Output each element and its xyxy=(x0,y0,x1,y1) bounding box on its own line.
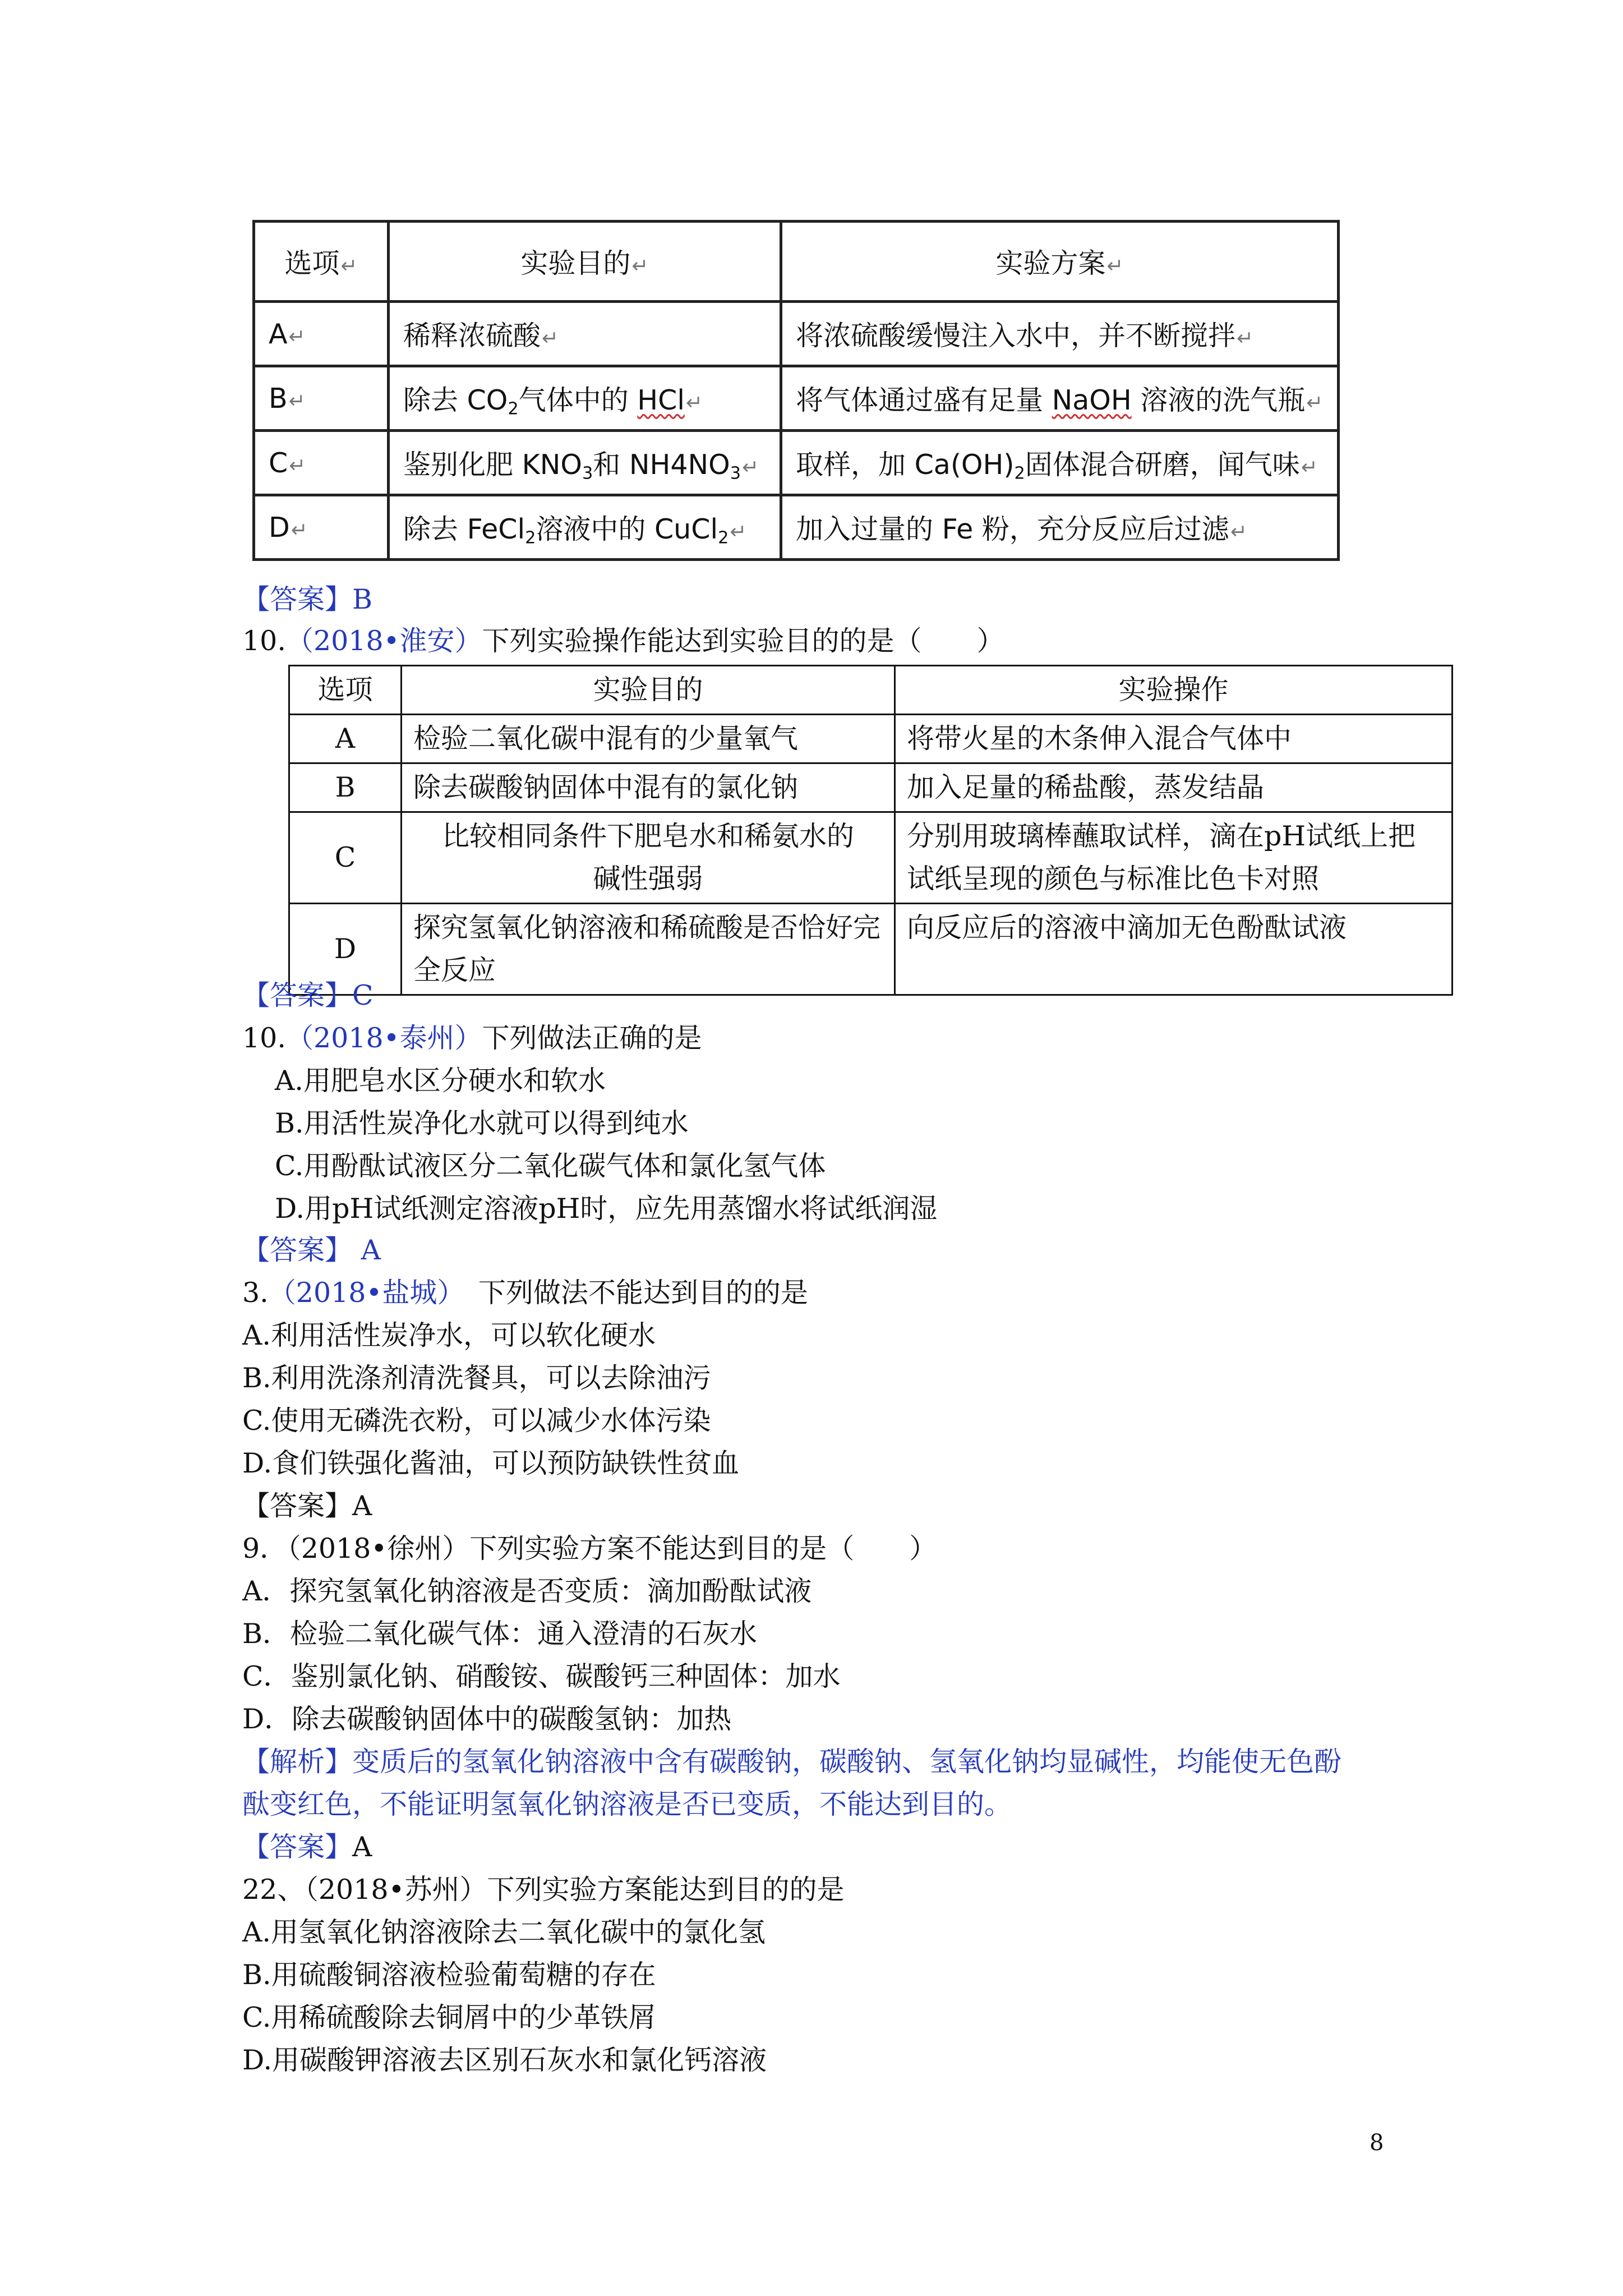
t1-header-goal: 实验目的↵ xyxy=(389,222,781,302)
question-9-xuzhou: 9．（2018•徐州）下列实验方案不能达到目的是（ ） xyxy=(242,1533,937,1565)
page-number: 8 xyxy=(1370,2130,1384,2156)
q3-option-a: A.利用活性炭净水，可以软化硬水 xyxy=(242,1319,656,1351)
q22-option-a: A.用氢氧化钠溶液除去二氧化碳中的氯化氢 xyxy=(242,1916,766,1948)
question-10-taizhou: 10.（2018•泰州）下列做法正确的是 xyxy=(242,1022,702,1054)
q9-option-c: C．鉴别氯化钠、硝酸铵、碳酸钙三种固体：加水 xyxy=(242,1660,841,1692)
q3-option-c: C.使用无磷洗衣粉，可以减少水体污染 xyxy=(242,1405,711,1437)
t2-header-goal: 实验目的 xyxy=(402,666,895,715)
t1-row-d: D↵ 除去 FeCl$_2$溶液中的 CuCl$_2$↵ 加入过量的 Fe 粉，充分反应后过滤↵ xyxy=(254,495,1339,560)
t1-row-a: A↵ 稀释浓硫酸↵ 将浓硫酸缓慢注入水中，并不断搅拌↵ xyxy=(254,302,1339,366)
q22-option-c: C.用稀硫酸除去铜屑中的少革铁屑 xyxy=(242,2001,656,2033)
q22-option-b: B.用硫酸铜溶液检验葡萄糖的存在 xyxy=(242,1959,656,1991)
answer-1: 【答案】B xyxy=(242,583,373,615)
q9-option-d: D．除去碳酸钠固体中的碳酸氢钠：加热 xyxy=(242,1703,732,1735)
t1-row-c: C↵ 鉴别化肥 $KNO_3$和 $NH4NO_3↵$ 取样，加 $Ca(OH)_2$固体混合研磨，闻气味↵ xyxy=(254,431,1339,495)
question-3-yancheng: 3.（2018•盐城） 下列做法不能达到目的的是 xyxy=(242,1277,808,1309)
experiment-table-1 xyxy=(252,220,1340,561)
q3-option-b: B.利用洗涤剂清洗餐具，可以去除油污 xyxy=(242,1362,711,1394)
answer-q9: 【答案】A xyxy=(242,1831,372,1863)
q9-option-a: A．探究氢氧化钠溶液是否变质：滴加酚酞试液 xyxy=(242,1575,812,1607)
t2-row-a: A 检验二氧化碳中混有的少量氧气 将带火星的木条伸入混合气体中 xyxy=(289,715,1453,763)
answer-q10-taizhou: 【答案】 A xyxy=(242,1234,381,1266)
t2-header-op: 实验操作 xyxy=(895,666,1453,715)
q10b-option-c: C.用酚酞试液区分二氧化碳气体和氯化氢气体 xyxy=(275,1150,826,1182)
t2-row-b: B 除去碳酸钠固体中混有的氯化钠 加入足量的稀盐酸，蒸发结晶 xyxy=(289,763,1453,812)
answer-q3: 【答案】A xyxy=(242,1490,372,1522)
t2-row-d: D 探究氢氧化钠溶液和稀硫酸是否恰好完全反应 向反应后的溶液中滴加无色酚酞试液 xyxy=(289,904,1453,995)
question-10-huaian: 10.（2018•淮安）下列实验操作能达到实验目的的是（ ） xyxy=(242,625,1004,657)
t2-row-c: C 比较相同条件下肥皂水和稀氨水的碱性强弱 分别用玻璃棒蘸取试样，滴在pH试纸上把试纸呈现的颜色与标准比色卡对照 xyxy=(289,812,1453,904)
q10b-option-d: D.用pH试纸测定溶液pH时，应先用蒸馏水将试纸润湿 xyxy=(275,1193,938,1225)
q9-analysis-line-2: 酞变红色，不能证明氢氧化钠溶液是否已变质，不能达到目的。 xyxy=(242,1788,1012,1820)
q9-analysis-line-1: 【解析】变质后的氢氧化钠溶液中含有碳酸钠，碳酸钠、氢氧化钠均显碱性，均能使无色酚 xyxy=(242,1746,1342,1778)
answer-q10-huaian: 【答案】C xyxy=(242,979,374,1011)
question-22-suzhou: 22、（2018•苏州）下列实验方案能达到目的的是 xyxy=(242,1874,845,1906)
experiment-table-2 xyxy=(288,665,1453,996)
t2-header-option: 选项 xyxy=(289,666,402,715)
t1-row-b: B↵ 除去 $CO_2$气体中的 HCl↵ 将气体通过盛有足量 NaOH 溶液的洗气瓶↵ xyxy=(254,366,1339,431)
q22-option-d: D.用碳酸钾溶液去区别石灰水和氯化钙溶液 xyxy=(242,2044,767,2076)
q10b-option-b: B.用活性炭净化水就可以得到纯水 xyxy=(275,1107,689,1139)
q10b-option-a: A.用肥皂水区分硬水和软水 xyxy=(275,1065,606,1097)
t1-header-plan: 实验方案↵ xyxy=(781,222,1339,302)
q3-option-d: D.食们铁强化酱油，可以预防缺铁性贫血 xyxy=(242,1447,740,1479)
q9-option-b: B．检验二氧化碳气体：通入澄清的石灰水 xyxy=(242,1618,758,1650)
t1-header-option: 选项↵ xyxy=(254,222,389,302)
